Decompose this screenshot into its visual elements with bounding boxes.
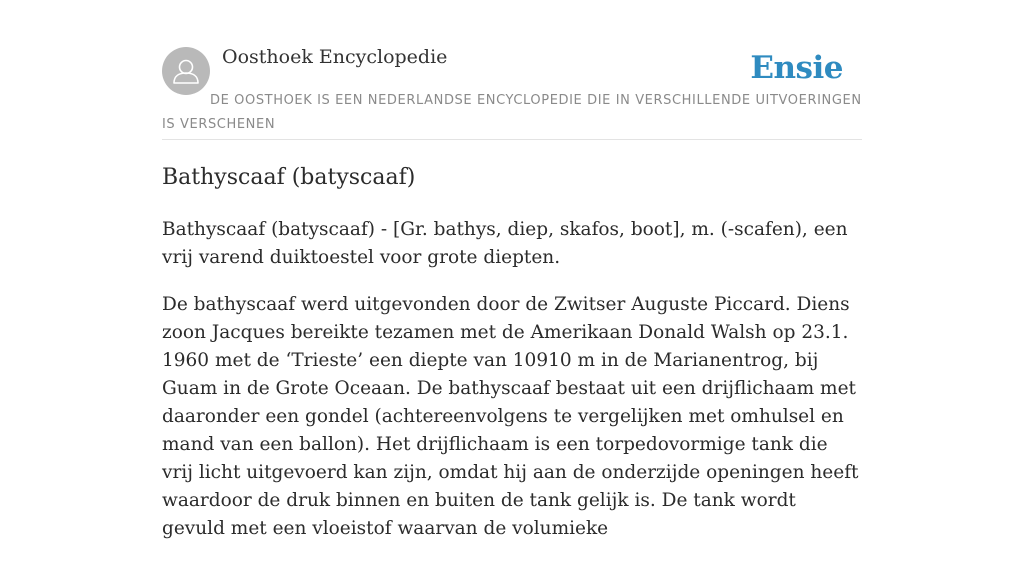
brand-logo[interactable]: Ensie bbox=[750, 50, 843, 86]
user-icon bbox=[162, 47, 210, 95]
article-paragraph: Bathyscaaf (batyscaaf) - [Gr. bathys, diep, skafos, boot], m. (-scafen), een vrij varend duiktoestel voor grote diepten. bbox=[162, 219, 848, 268]
article-body bbox=[162, 216, 862, 562]
page-title: Bathyscaaf (batyscaaf) bbox=[162, 165, 416, 190]
article-paragraph: De bathyscaaf werd uitgevonden door de Zwitser Auguste Piccard. Diens zoon Jacques bereikte tezamen met de Amerikaan Donald Walsh op 23.1. 1960 met de ‘Trieste’ een diepte van 10910 m in de Marianentrog, bij Guam in de Grote Oceaan. De bathyscaaf bestaat uit een drijflichaam met daaronder een gondel (achtereenvolgens te vergelijken met omhulsel en mand van een ballon). Het drijflichaam is een torpedovormige tank die vrij licht uitgevoerd kan zijn, omdat hij aan de onderzijde openingen heeft waardoor de druk binnen en buiten de tank gelijk is. De tank wordt gevuld met een vloeistof waarvan de volumieke bbox=[162, 294, 859, 539]
source-description: DE OOSTHOEK IS EEN NEDERLANDSE ENCYCLOPEDIE DIE IN VERSCHILLENDE UITVOERINGEN IS VERSCHENEN bbox=[162, 93, 862, 132]
source-name-link[interactable]: Oosthoek Encyclopedie bbox=[222, 46, 448, 68]
avatar[interactable] bbox=[162, 47, 210, 95]
header-divider bbox=[162, 139, 862, 140]
